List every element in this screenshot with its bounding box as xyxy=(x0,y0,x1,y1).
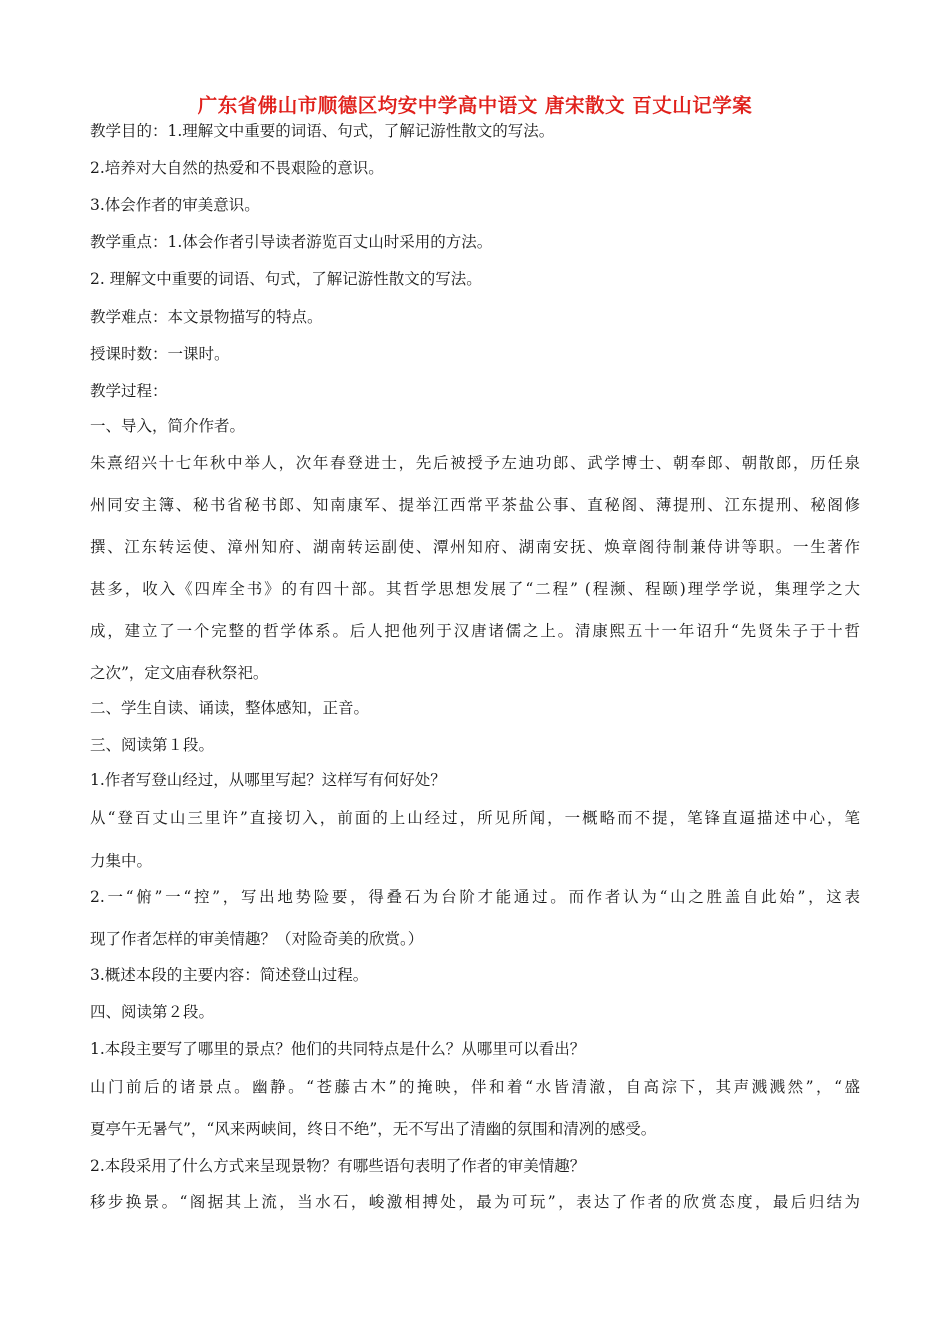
text-line: 之次”，定文庙春秋祭祀。 xyxy=(90,664,269,682)
text-line: 2. 理解文中重要的词语、句式，了解记游性散文的写法。 xyxy=(90,270,482,288)
text-line: 2.一“俯”一“控”，写出地势险要，得叠石为台阶才能通过。而作者认为“山之胜盖自此始”，这表 xyxy=(90,888,860,906)
text-line: 3.体会作者的审美意识。 xyxy=(90,196,260,214)
text-line: 一、导入，简介作者。 xyxy=(90,417,246,435)
text-line: 州同安主簿、秘书省秘书郎、知南康军、提举江西常平茶盐公事、直秘阁、薄提刑、江东提刑、秘阁修 xyxy=(90,496,860,514)
text-line: 甚多，收入《四库全书》的有四十部。其哲学思想发展了“二程” (程濒、程颐)理学学说，集理学之大 xyxy=(90,580,860,598)
text-line: 教学过程： xyxy=(90,382,168,400)
text-line: 现了作者怎样的审美情趣？（对险奇美的欣赏。） xyxy=(90,930,424,948)
text-line: 朱熹绍兴十七年秋中举人，次年春登进士，先后被授予左迪功郎、武学博士、朝奉郎、朝散郎，历任泉 xyxy=(90,454,860,472)
text-line: 从“登百丈山三里许”直接切入，前面的上山经过，所见所闻，一概略而不提，笔锋直逼描述中心，笔 xyxy=(90,809,860,827)
text-line: 移步换景。“阁据其上流，当水石，峻激相搏处，最为可玩”，表达了作者的欣赏态度，最后归结为 xyxy=(90,1193,860,1211)
text-line: 教学目的：1.理解文中重要的词语、句式，了解记游性散文的写法。 xyxy=(90,122,555,140)
text-line: 教学重点：1.体会作者引导读者游览百丈山时采用的方法。 xyxy=(90,233,493,251)
text-line: 四、阅读第２段。 xyxy=(90,1003,215,1021)
text-line: 山门前后的诸景点。幽静。“苍藤古木”的掩映，伴和着“水皆清澈，自高淙下，其声溅溅然”，“盛 xyxy=(90,1078,860,1096)
text-line: 二、学生自读、诵读，整体感知，正音。 xyxy=(90,699,370,717)
text-line: 力集中。 xyxy=(90,852,153,870)
text-line: 教学难点：本文景物描写的特点。 xyxy=(90,308,323,326)
text-line: 2.本段采用了什么方式来呈现景物？有哪些语句表明了作者的审美情趣？ xyxy=(90,1157,586,1175)
text-line: 1.作者写登山经过，从哪里写起？这样写有何好处？ xyxy=(90,771,446,789)
text-line: 三、阅读第１段。 xyxy=(90,736,215,754)
text-line: 成，建立了一个完整的哲学体系。后人把他列于汉唐诸儒之上。清康熙五十一年诏升“先贤朱子于十哲 xyxy=(90,622,860,640)
text-line: 撰、江东转运使、漳州知府、湖南转运副使、潭州知府、湖南安抚、焕章阁待制兼侍讲等职。一生著作 xyxy=(90,538,860,556)
text-line: 授课时数：一课时。 xyxy=(90,345,230,363)
document-title: 广东省佛山市顺德区均安中学高中语文 唐宋散文 百丈山记学案 xyxy=(197,94,753,117)
text-line: 1.本段主要写了哪里的景点？他们的共同特点是什么？从哪里可以看出？ xyxy=(90,1040,586,1058)
text-line: 夏亭午无暑气”，“风来两峡间，终日不绝”，无不写出了清幽的氛围和清冽的感受。 xyxy=(90,1120,657,1138)
text-line: 2.培养对大自然的热爱和不畏艰险的意识。 xyxy=(90,159,384,177)
text-line: 3.概述本段的主要内容：简述登山过程。 xyxy=(90,966,369,984)
